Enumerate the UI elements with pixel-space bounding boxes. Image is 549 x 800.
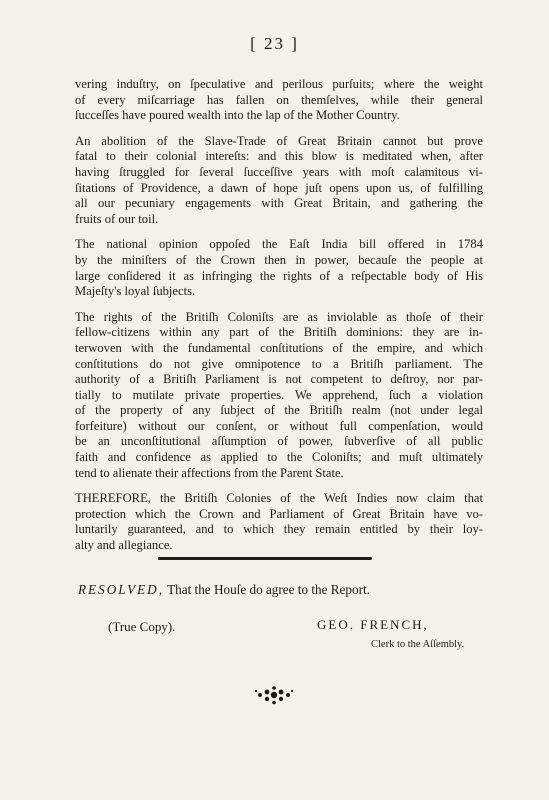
text-line: vering induſtry, on ſpeculative and perilous purſuits; where the weight [75, 77, 483, 91]
text-line: ſitations of Providence, a dawn of hope juſt opens upon us, of fulfilling [75, 180, 483, 195]
text-line: conſtitutions do not give omnipotence to a Britiſh parliament. The [75, 356, 483, 371]
text-line: authority of a Britiſh Parliament is not competent to deſtroy, nor par- [75, 372, 483, 387]
text-line: ſucceſſes have poured wealth into the lap of the Mother Country. [75, 108, 400, 123]
text-line: of every miſcarriage has fallen on themſelves, while their general [75, 92, 483, 107]
text-line: large conſidered it as infringing the rights of a reſpectable body of His [75, 268, 483, 283]
resolution-keyword: RESOLVED, [78, 582, 165, 597]
text-line: having ſtruggled for ſeveral ſucceſſive years with moſt calamitous vi- [75, 164, 483, 179]
text-line: by the miniſters of the Crown then in power, becauſe the people at [75, 252, 483, 267]
paragraph [75, 310, 483, 482]
text-line: of the property of any ſubject of the Britiſh realm (not under legal [75, 403, 483, 418]
signer-name: GEO. FRENCH, [317, 617, 429, 632]
true-copy-label: (True Copy). [108, 619, 176, 634]
text-line: An abolition of the Slave-Trade of Great Britain cannot but prove [75, 133, 483, 148]
text-line: all our pecuniary engagements with Great Britain, and gathering the [75, 196, 483, 211]
page-number: [ 23 ] [250, 34, 299, 53]
text-line: Majeſty's loyal ſubjects. [75, 284, 196, 299]
body-text [75, 77, 483, 564]
text-line: The rights of the Britiſh Coloniſts are as inviolable as thoſe of their [75, 309, 483, 324]
text-line: alty and allegiance. [75, 538, 173, 553]
text-line: fruits of our toil. [75, 211, 159, 226]
paragraph [75, 237, 483, 299]
text-line: protection which the Crown and Parliament of Great Britain have vo- [75, 506, 483, 521]
text-line: tend to alienate their affections from the Parent State. [75, 465, 344, 480]
text-line: fellow-citizens within any part of the Britiſh dominions: they are in- [75, 325, 483, 340]
signer-title: Clerk to the Aſſembly. [371, 639, 465, 650]
text-line: The national opinion oppoſed the Eaſt India bill offered in 1784 [75, 237, 483, 252]
paragraph [75, 491, 483, 553]
text-line: THEREFORE, the Britiſh Colonies of the Weſt Indies now claim that [75, 491, 483, 506]
text-line: faith and confidence as applied to the Coloniſts; and muſt ultimately [75, 450, 483, 465]
text-line: fatal to their colonial intereſts: and this blow is meditated when, after [75, 149, 483, 164]
floral-ornament-icon [254, 684, 294, 706]
paragraph [75, 77, 483, 124]
text-line: tially to mutilate private properties. We apprehend, ſuch a violation [75, 387, 483, 402]
resolution-text: That the Houſe do agree to the Report. [167, 582, 370, 597]
paragraph [75, 134, 483, 228]
text-line: terwoven with the fundamental conſtitutions of the empire, and which [75, 340, 483, 355]
text-line: be an unconſtitutional aſſumption of power, ſubverſive of all public [75, 434, 483, 449]
resolution [78, 582, 498, 598]
section-divider [158, 557, 372, 560]
text-line: luntarily guaranteed, and to which they remain entitled by their loy- [75, 522, 483, 537]
text-line: forfeiture) without our conſent, or without full compenſation, would [75, 418, 483, 433]
